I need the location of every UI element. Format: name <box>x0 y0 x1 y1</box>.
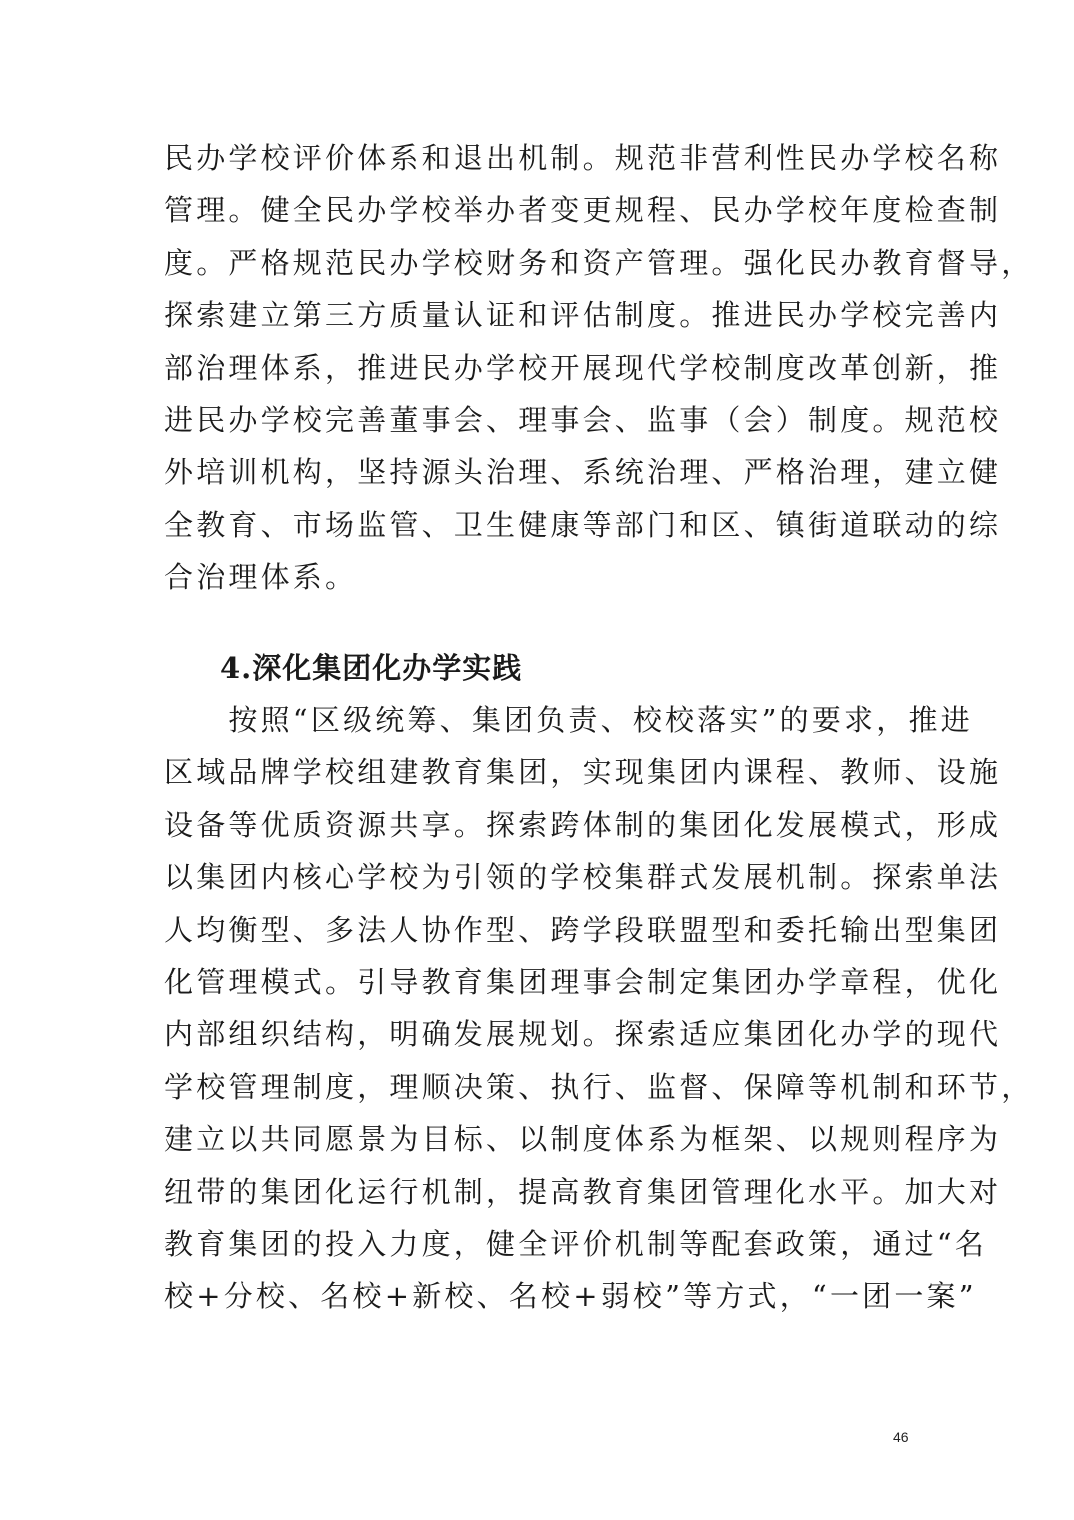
text-line: 度。严格规范民办学校财务和资产管理。强化民办教育督导， <box>164 245 1034 280</box>
text-line: 人均衡型、多法人协作型、跨学段联盟型和委托输出型集团 <box>164 912 1002 947</box>
text-line: 合治理体系。 <box>164 560 358 595</box>
text-line: 内部组织结构，明确发展规划。探索适应集团化办学的现代 <box>164 1017 1002 1052</box>
text-line: 教育集团的投入力度，健全评价机制等配套政策，通过“名 <box>164 1226 988 1261</box>
text-line: 化管理模式。引导教育集团理事会制定集团办学章程，优化 <box>164 964 1002 999</box>
text-line: 民办学校评价体系和退出机制。规范非营利性民办学校名称 <box>164 141 1002 175</box>
section-heading: 4.深化集团化办学实践 <box>220 651 523 685</box>
text-line: 部治理体系，推进民办学校开展现代学校制度改革创新，推 <box>164 350 1002 385</box>
text-line: 按照“区级统筹、集团负责、校校落实”的要求，推进 <box>164 703 973 737</box>
text-line: 全教育、市场监管、卫生健康等部门和区、镇街道联动的综 <box>164 507 1002 542</box>
paragraph-group-schooling <box>164 694 1034 1323</box>
text-line: 设备等优质资源共享。探索跨体制的集团化发展模式，形成 <box>164 807 1002 842</box>
text-line: 校+分校、名校+新校、名校+弱校”等方式，“一团一案” <box>164 1279 977 1314</box>
text-line: 以集团内核心学校为引领的学校集群式发展机制。探索单法 <box>164 860 1002 895</box>
text-line: 建立以共同愿景为目标、以制度体系为框架、以规则程序为 <box>164 1122 1002 1157</box>
page-number: 46 <box>893 1429 909 1445</box>
paragraph-private-school-governance <box>164 132 1034 604</box>
text-line: 外培训机构，坚持源头治理、系统治理、严格治理，建立健 <box>164 455 1002 490</box>
text-line: 探索建立第三方质量认证和评估制度。推进民办学校完善内 <box>164 298 1002 333</box>
text-line: 纽带的集团化运行机制，提高教育集团管理化水平。加大对 <box>164 1174 1002 1209</box>
text-line: 学校管理制度，理顺决策、执行、监督、保障等机制和环节， <box>164 1069 1034 1104</box>
text-line: 管理。健全民办学校举办者变更规程、民办学校年度检查制 <box>164 193 1002 228</box>
text-line: 进民办学校完善董事会、理事会、监事（会）制度。规范校 <box>164 402 1002 437</box>
text-line: 区域品牌学校组建教育集团，实现集团内课程、教师、设施 <box>164 755 1002 790</box>
